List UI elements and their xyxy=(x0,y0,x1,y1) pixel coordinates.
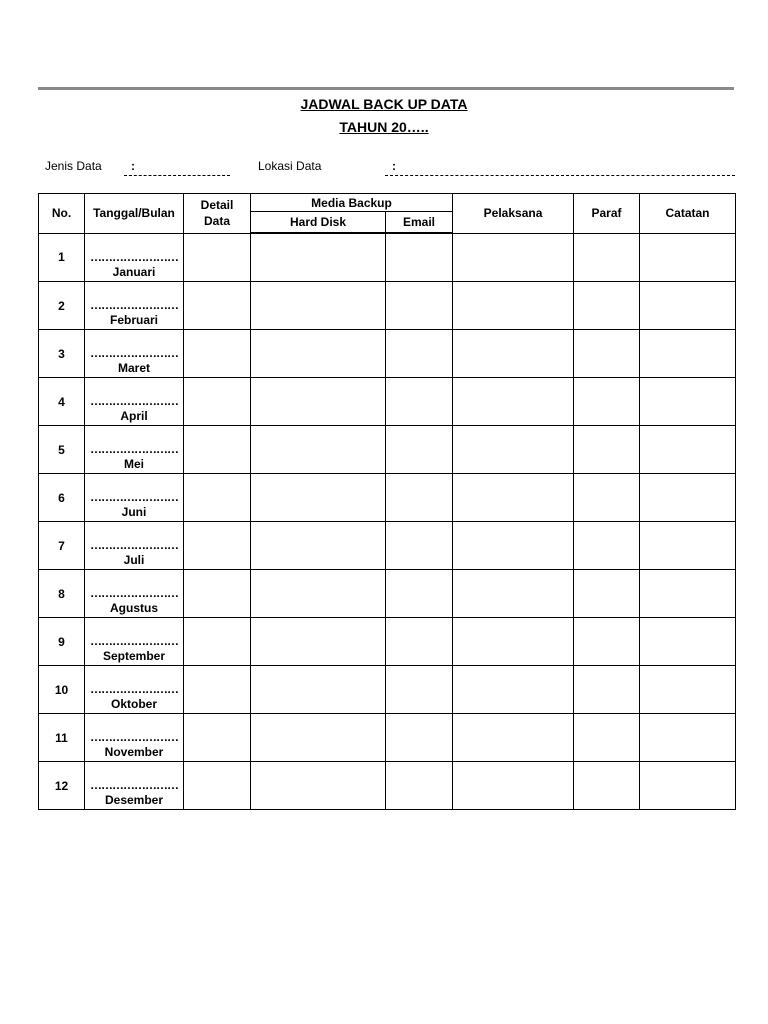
hard-disk-cell[interactable] xyxy=(251,426,386,474)
month-label: Desember xyxy=(104,793,164,807)
jenis-data-label: Jenis Data xyxy=(45,159,102,173)
date-cell[interactable] xyxy=(85,618,184,666)
pelaksana-cell[interactable] xyxy=(453,714,574,762)
row-number: 1 xyxy=(39,233,85,282)
catatan-cell[interactable] xyxy=(640,282,736,330)
detail-data-cell[interactable] xyxy=(184,762,251,810)
hard-disk-cell[interactable] xyxy=(251,666,386,714)
header-hard-disk: Hard Disk xyxy=(251,212,386,234)
table-row xyxy=(39,570,736,618)
pelaksana-cell[interactable] xyxy=(453,762,574,810)
table-row xyxy=(39,233,736,282)
date-cell[interactable] xyxy=(85,282,184,330)
table-row xyxy=(39,618,736,666)
catatan-cell[interactable] xyxy=(640,474,736,522)
table-row xyxy=(39,762,736,810)
hard-disk-cell[interactable] xyxy=(251,522,386,570)
date-cell[interactable] xyxy=(85,426,184,474)
detail-data-cell[interactable] xyxy=(184,618,251,666)
email-cell[interactable] xyxy=(386,714,453,762)
pelaksana-cell[interactable] xyxy=(453,666,574,714)
pelaksana-cell[interactable] xyxy=(453,618,574,666)
catatan-cell[interactable] xyxy=(640,762,736,810)
date-cell[interactable] xyxy=(85,714,184,762)
paraf-cell[interactable] xyxy=(574,570,640,618)
jenis-data-field[interactable] xyxy=(124,175,230,176)
month-label: Februari xyxy=(109,313,158,327)
catatan-cell[interactable] xyxy=(640,570,736,618)
date-placeholder: …………………… xyxy=(90,298,178,312)
month-label: Mei xyxy=(123,457,144,471)
date-cell[interactable] xyxy=(85,570,184,618)
row-number: 12 xyxy=(39,762,85,810)
paraf-cell[interactable] xyxy=(574,714,640,762)
month-label: Agustus xyxy=(110,601,158,615)
hard-disk-cell[interactable] xyxy=(251,570,386,618)
email-cell[interactable] xyxy=(386,378,453,426)
hard-disk-cell[interactable] xyxy=(251,618,386,666)
date-placeholder: …………………… xyxy=(90,442,178,456)
row-number: 5 xyxy=(39,426,85,474)
month-label: Juli xyxy=(123,553,145,567)
pelaksana-cell[interactable] xyxy=(453,426,574,474)
detail-data-cell[interactable] xyxy=(184,666,251,714)
pelaksana-cell[interactable] xyxy=(453,330,574,378)
pelaksana-cell[interactable] xyxy=(453,282,574,330)
email-cell[interactable] xyxy=(386,618,453,666)
date-placeholder: …………………… xyxy=(90,346,178,360)
paraf-cell[interactable] xyxy=(574,233,640,282)
hard-disk-cell[interactable] xyxy=(251,714,386,762)
table-row xyxy=(39,330,736,378)
date-placeholder: …………………… xyxy=(90,490,178,504)
date-cell[interactable] xyxy=(85,378,184,426)
pelaksana-cell[interactable] xyxy=(453,378,574,426)
detail-data-cell[interactable] xyxy=(184,330,251,378)
detail-data-cell[interactable] xyxy=(184,522,251,570)
row-number: 9 xyxy=(39,618,85,666)
lokasi-data-field[interactable] xyxy=(385,175,735,176)
header-catatan: Catatan xyxy=(640,194,736,234)
email-cell[interactable] xyxy=(386,233,453,282)
email-cell[interactable] xyxy=(386,666,453,714)
date-cell[interactable] xyxy=(85,522,184,570)
header-media-backup: Media Backup xyxy=(251,194,453,212)
table-row xyxy=(39,474,736,522)
date-placeholder: …………………… xyxy=(90,538,178,552)
header-pelaksana: Pelaksana xyxy=(453,194,574,234)
row-number: 10 xyxy=(39,666,85,714)
document-title: JADWAL BACK UP DATA xyxy=(300,96,468,112)
paraf-cell[interactable] xyxy=(574,522,640,570)
hard-disk-cell[interactable] xyxy=(251,233,386,282)
paraf-cell[interactable] xyxy=(574,666,640,714)
catatan-cell[interactable] xyxy=(640,714,736,762)
email-cell[interactable] xyxy=(386,522,453,570)
row-number: 7 xyxy=(39,522,85,570)
paraf-cell[interactable] xyxy=(574,330,640,378)
table-row xyxy=(39,714,736,762)
month-label: Januari xyxy=(112,264,156,279)
header-detail-data xyxy=(184,194,251,234)
header-email: Email xyxy=(386,212,453,234)
row-number: 4 xyxy=(39,378,85,426)
detail-data-cell[interactable] xyxy=(184,282,251,330)
month-label: Oktober xyxy=(110,697,157,711)
pelaksana-cell[interactable] xyxy=(453,474,574,522)
paraf-cell[interactable] xyxy=(574,282,640,330)
row-number: 11 xyxy=(39,714,85,762)
document-year: TAHUN 20….. xyxy=(339,119,429,135)
catatan-cell[interactable] xyxy=(640,618,736,666)
date-placeholder: …………………… xyxy=(90,730,178,744)
table-row xyxy=(39,426,736,474)
catatan-cell[interactable] xyxy=(640,330,736,378)
row-number: 8 xyxy=(39,570,85,618)
lokasi-data-colon: : xyxy=(392,159,396,173)
paraf-cell[interactable] xyxy=(574,426,640,474)
email-cell[interactable] xyxy=(386,570,453,618)
hard-disk-cell[interactable] xyxy=(251,330,386,378)
table-row xyxy=(39,282,736,330)
date-cell[interactable] xyxy=(85,666,184,714)
date-placeholder: …………………… xyxy=(90,394,178,408)
row-number: 3 xyxy=(39,330,85,378)
catatan-cell[interactable] xyxy=(640,666,736,714)
pelaksana-cell[interactable] xyxy=(453,522,574,570)
date-placeholder: …………………… xyxy=(90,778,178,792)
hard-disk-cell[interactable] xyxy=(251,378,386,426)
date-placeholder: …………………… xyxy=(90,249,178,264)
row-number: 2 xyxy=(39,282,85,330)
pelaksana-cell[interactable] xyxy=(453,570,574,618)
month-label: Juni xyxy=(121,505,147,519)
email-cell[interactable] xyxy=(386,282,453,330)
catatan-cell[interactable] xyxy=(640,426,736,474)
row-number: 6 xyxy=(39,474,85,522)
paraf-cell[interactable] xyxy=(574,378,640,426)
hard-disk-cell[interactable] xyxy=(251,474,386,522)
email-cell[interactable] xyxy=(386,330,453,378)
email-cell[interactable] xyxy=(386,474,453,522)
date-placeholder: …………………… xyxy=(90,682,178,696)
date-cell[interactable] xyxy=(85,474,184,522)
table-row xyxy=(39,522,736,570)
header-no: No. xyxy=(39,194,85,234)
email-cell[interactable] xyxy=(386,762,453,810)
jenis-data-colon: : xyxy=(131,159,135,173)
header-detail-data-label: Detail Data xyxy=(200,198,234,229)
header-tanggal-bulan: Tanggal/Bulan xyxy=(85,194,184,234)
backup-schedule-table xyxy=(38,193,736,810)
catatan-cell[interactable] xyxy=(640,233,736,282)
pelaksana-cell[interactable] xyxy=(453,233,574,282)
hard-disk-cell[interactable] xyxy=(251,282,386,330)
date-placeholder: …………………… xyxy=(90,634,178,648)
detail-data-cell[interactable] xyxy=(184,378,251,426)
catatan-cell[interactable] xyxy=(640,378,736,426)
paraf-cell[interactable] xyxy=(574,618,640,666)
month-label: Maret xyxy=(117,361,150,375)
date-placeholder: …………………… xyxy=(90,586,178,600)
catatan-cell[interactable] xyxy=(640,522,736,570)
top-divider xyxy=(38,87,734,90)
date-cell[interactable] xyxy=(85,233,184,282)
date-cell[interactable] xyxy=(85,330,184,378)
header-paraf: Paraf xyxy=(574,194,640,234)
email-cell[interactable] xyxy=(386,426,453,474)
date-cell[interactable] xyxy=(85,762,184,810)
detail-data-cell[interactable] xyxy=(184,233,251,282)
detail-data-cell[interactable] xyxy=(184,570,251,618)
detail-data-cell[interactable] xyxy=(184,474,251,522)
month-label: April xyxy=(120,409,148,423)
paraf-cell[interactable] xyxy=(574,474,640,522)
month-label: September xyxy=(102,649,166,663)
table-row xyxy=(39,378,736,426)
detail-data-cell[interactable] xyxy=(184,426,251,474)
paraf-cell[interactable] xyxy=(574,762,640,810)
table-row xyxy=(39,666,736,714)
detail-data-cell[interactable] xyxy=(184,714,251,762)
hard-disk-cell[interactable] xyxy=(251,762,386,810)
lokasi-data-label: Lokasi Data xyxy=(258,159,322,173)
month-label: November xyxy=(104,745,164,759)
